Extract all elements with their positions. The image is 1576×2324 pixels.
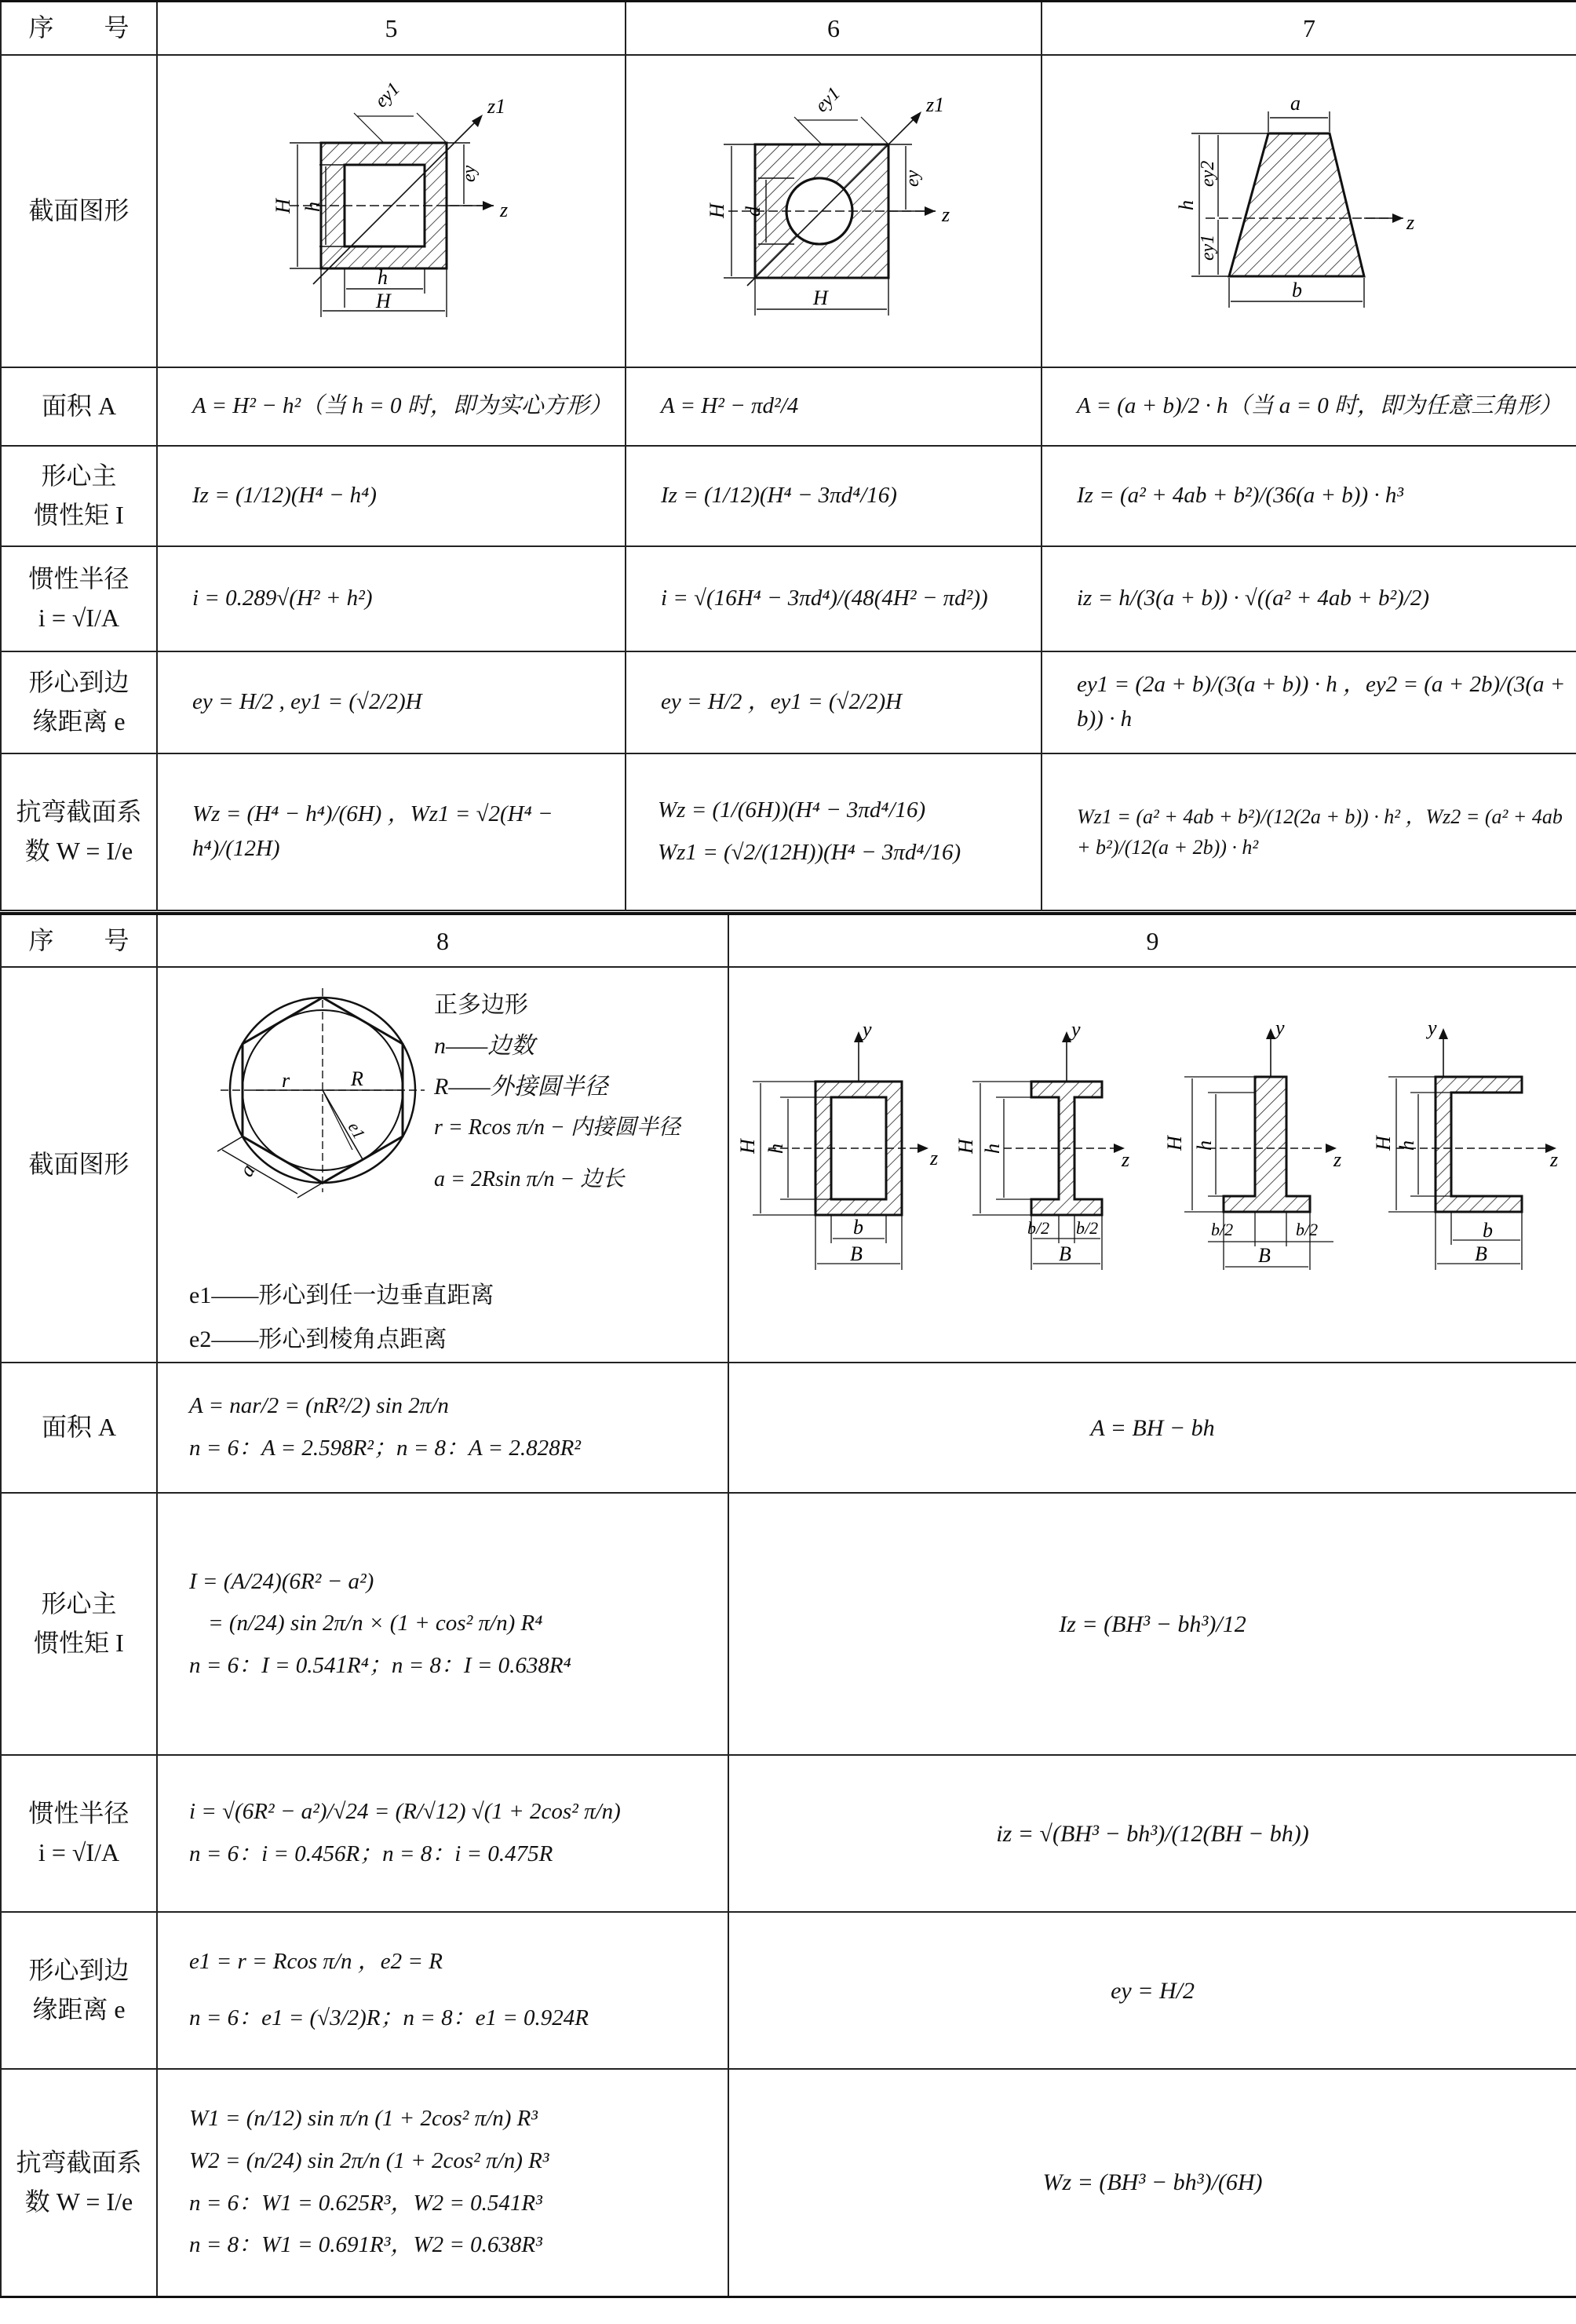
diagram-9-cell	[728, 967, 1576, 1363]
polygon-note-e1: e1——形心到任一边垂直距离	[189, 1282, 494, 1308]
d6-z-label: z	[942, 203, 950, 226]
polygon-legend-line5: a = 2Rsin π/n − 边长	[434, 1167, 625, 1191]
edge-label-line1: 形心到边	[28, 667, 130, 696]
area-label: 面积 A	[1, 367, 157, 446]
inertia-label-2	[1, 1493, 157, 1755]
area-5: A = H² − h²（当 h = 0 时，即为实心方形）	[157, 367, 626, 446]
d8-R-label: R	[351, 1067, 363, 1090]
inertia-8-line2: = (n/24) sin 2π/n × (1 + cos² π/n) R⁴	[208, 1611, 543, 1636]
d9c-y-label: y	[1275, 1016, 1285, 1039]
section-table-bottom	[0, 912, 1576, 2298]
shape-label: 截面图形	[1, 55, 157, 367]
diagram-8-cell	[157, 967, 728, 1363]
modulus-9: Wz = (BH³ − bh³)/(6H)	[728, 2069, 1576, 2297]
inertia-8-line3: n = 6：I = 0.541R⁴；n = 8：I = 0.638R⁴	[189, 1652, 571, 1678]
d9d-B-label: B	[1474, 1242, 1487, 1265]
trapezoid-diagram	[1168, 72, 1450, 339]
radius-row-2	[1, 1755, 1576, 1912]
polygon-legend-line1: 正多边形	[434, 992, 528, 1018]
d9a-B-label: B	[849, 1242, 863, 1265]
polygon-legend	[434, 985, 724, 1200]
d5-H-label: H	[271, 199, 294, 213]
d8-r-label: r	[282, 1069, 290, 1092]
polygon-legend-line2: n——边数	[434, 1033, 535, 1059]
diagram-6-cell	[626, 55, 1042, 367]
modulus-7: Wz1 = (a² + 4ab + b²)/(12(2a + b)) · h² ，Wz2 = (a² + 4ab + b²)/(12(a + 2b)) · h²	[1042, 753, 1576, 910]
d9a-b-label: b	[852, 1215, 863, 1239]
d5-z1-label: z1	[487, 95, 505, 118]
inertia-5: Iz = (1/12)(H⁴ − h⁴)	[157, 446, 626, 546]
d6-ey-label: ey	[903, 170, 923, 187]
edge-row	[1, 651, 1576, 753]
d5-H-bottom-label: H	[375, 290, 391, 312]
area-row	[1, 367, 1576, 446]
polygon-notes	[189, 1274, 707, 1362]
section-table-top	[0, 0, 1576, 911]
radius-7: iz = h/(3(a + b)) · √((a² + 4ab + b²)/2)	[1042, 546, 1576, 651]
seq-8: 8	[157, 914, 728, 967]
d5-h-bottom-label: h	[377, 266, 388, 289]
radius-label-line1: 惯性半径	[28, 564, 130, 593]
d9c-H-label: H	[1162, 1135, 1186, 1151]
radius-8-line2: n = 6：i = 0.456R；n = 8：i = 0.475R	[189, 1841, 553, 1866]
radius-8	[157, 1755, 728, 1912]
radius-6: i = √(16H⁴ − 3πd⁴)/(48(4H² − πd²))	[626, 546, 1042, 651]
d5-ey-label: ey	[458, 165, 480, 182]
inertia-row-2	[1, 1493, 1576, 1755]
modulus-8-line2: W2 = (n/24) sin 2π/n (1 + 2cos² π/n) R³	[189, 2148, 549, 2174]
d9a-z-label: z	[929, 1146, 938, 1169]
edge-9: ey = H/2	[728, 1912, 1576, 2069]
d7-a-label: a	[1290, 92, 1301, 115]
d7-ey2-label: ey2	[1198, 160, 1218, 187]
d7-b-label: b	[1292, 279, 1302, 301]
d9b-H-label: H	[954, 1138, 977, 1154]
polygon-note-e2: e2——形心到棱角点距离	[189, 1326, 447, 1352]
d8-e1-label: e1	[344, 1118, 370, 1143]
inertia-label-2-line1: 形心主	[41, 1589, 117, 1618]
edge-label-2-line1: 形心到边	[28, 1956, 130, 1985]
inertia-8-line1: I = (A/24)(6R² − a²)	[189, 1568, 374, 1594]
d9b-y-label: y	[1071, 1017, 1081, 1041]
d9d-z-label: z	[1549, 1147, 1558, 1171]
edge-label-2	[1, 1912, 157, 2069]
area-row-2	[1, 1363, 1576, 1493]
polygon-legend-line3: R——外接圆半径	[434, 1074, 608, 1100]
d9b-z-label: z	[1121, 1147, 1129, 1171]
d5-h-label: h	[301, 202, 324, 212]
hollow-square-diagram	[250, 72, 533, 339]
modulus-8-line4: n = 8：W1 = 0.691R³，W2 = 0.638R³	[189, 2232, 542, 2258]
radius-label-2-line1: 惯性半径	[28, 1799, 130, 1828]
modulus-5: Wz = (H⁴ − h⁴)/(6H) ，Wz1 = √2(H⁴ − h⁴)/(12H)	[157, 753, 626, 910]
edge-8-line1: e1 = r = Rcos π/n ，e2 = R	[189, 1949, 443, 1975]
d9c-b2-left-label: b/2	[1210, 1219, 1233, 1239]
modulus-8	[157, 2069, 728, 2297]
seq-row-2	[1, 914, 1576, 967]
radius-8-line1: i = √(6R² − a²)/√24 = (R/√12) √(1 + 2cos² π/n)	[189, 1799, 621, 1825]
radius-row	[1, 546, 1576, 651]
inertia-6: Iz = (1/12)(H⁴ − 3πd⁴/16)	[626, 446, 1042, 546]
edge-label-2-line2: 缘距离 e	[32, 1995, 126, 2023]
d6-H-label: H	[706, 203, 728, 218]
area-6: A = H² − πd²/4	[626, 367, 1042, 446]
d7-ey1-label: ey1	[1198, 234, 1218, 261]
seq-6: 6	[626, 2, 1042, 55]
modulus-6	[626, 753, 1042, 910]
modulus-label-line2: 数 W = I/e	[24, 836, 133, 865]
modulus-row-2	[1, 2069, 1576, 2297]
d9a-H-label: H	[736, 1138, 759, 1154]
modulus-label-2	[1, 2069, 157, 2297]
d5-ey1-label: ey1	[370, 78, 404, 112]
inertia-7: Iz = (a² + 4ab + b²)/(36(a + b)) · h³	[1042, 446, 1576, 546]
channel-sections-diagram	[737, 1011, 1569, 1309]
modulus-label-line1: 抗弯截面系	[16, 797, 142, 826]
seq-5: 5	[157, 2, 626, 55]
d6-H-bottom-label: H	[813, 286, 828, 309]
inertia-label	[1, 446, 157, 546]
area-8-line2: n = 6：A = 2.598R²；n = 8：A = 2.828R²	[189, 1436, 581, 1461]
d8-a-label: a	[235, 1160, 260, 1180]
modulus-8-line3: n = 6：W1 = 0.625R³，W2 = 0.541R³	[189, 2190, 542, 2216]
d7-z-label: z	[1406, 211, 1415, 234]
radius-5: i = 0.289√(H² + h²)	[157, 546, 626, 651]
inertia-row	[1, 446, 1576, 546]
edge-5: ey = H/2 , ey1 = (√2/2)H	[157, 651, 626, 753]
inertia-9: Iz = (BH³ − bh³)/12	[728, 1493, 1576, 1755]
edge-label	[1, 651, 157, 753]
area-7: A = (a + b)/2 · h（当 a = 0 时，即为任意三角形）	[1042, 367, 1576, 446]
modulus-8-line1: W1 = (n/12) sin π/n (1 + 2cos² π/n) R³	[189, 2106, 538, 2132]
area-9: A = BH − bh	[728, 1363, 1576, 1493]
d5-z-label: z	[499, 199, 508, 221]
shape-row	[1, 55, 1576, 367]
d9c-z-label: z	[1333, 1147, 1341, 1171]
polygon-legend-line4: r = Rcos π/n − 内接圆半径	[434, 1115, 680, 1140]
edge-label-line2: 缘距离 e	[32, 706, 126, 735]
d9a-y-label: y	[862, 1017, 872, 1041]
modulus-6-line2: Wz1 = (√2/(12H))(H⁴ − 3πd⁴/16)	[658, 839, 961, 865]
d9b-h-label: h	[980, 1143, 1004, 1154]
d9d-h-label: h	[1395, 1140, 1418, 1151]
seq-label: 序 号	[1, 2, 157, 55]
radius-label-line2: i = √I/A	[38, 603, 120, 632]
radius-label-2	[1, 1755, 157, 1912]
square-with-hole-diagram	[692, 72, 975, 339]
d9d-H-label: H	[1371, 1135, 1395, 1151]
d7-h-label: h	[1175, 200, 1198, 210]
modulus-label-2-line1: 抗弯截面系	[16, 2148, 142, 2177]
area-8-line1: A = nar/2 = (nR²/2) sin 2π/n	[189, 1393, 449, 1419]
d9c-h-label: h	[1192, 1140, 1216, 1151]
d9b-b2-left-label: b/2	[1027, 1217, 1049, 1238]
edge-6: ey = H/2 ，ey1 = (√2/2)H	[626, 651, 1042, 753]
area-8	[157, 1363, 728, 1493]
regular-polygon-diagram	[173, 972, 425, 1224]
seq-label-2: 序 号	[1, 914, 157, 967]
d9b-b2-right-label: b/2	[1075, 1217, 1098, 1238]
inertia-label-line2: 惯性矩 I	[34, 500, 124, 529]
d6-d-label: d	[742, 206, 764, 217]
edge-8	[157, 1912, 728, 2069]
diagram-7-cell	[1042, 55, 1576, 367]
seq-9: 9	[728, 914, 1576, 967]
edge-row-2	[1, 1912, 1576, 2069]
inertia-label-line1: 形心主	[41, 461, 117, 490]
modulus-row	[1, 753, 1576, 910]
d9c-b2-right-label: b/2	[1295, 1219, 1318, 1239]
area-label-2: 面积 A	[1, 1363, 157, 1493]
d6-ey1-label: ey1	[811, 83, 845, 117]
diagram-5-cell	[157, 55, 626, 367]
edge-8-line2: n = 6：e1 = (√3/2)R；n = 8：e1 = 0.924R	[189, 2005, 589, 2030]
modulus-6-line1: Wz = (1/(6H))(H⁴ − 3πd⁴/16)	[658, 797, 926, 823]
d9a-h-label: h	[764, 1143, 787, 1154]
seq-7: 7	[1042, 2, 1576, 55]
inertia-8	[157, 1493, 728, 1755]
edge-7: ey1 = (2a + b)/(3(a + b)) · h ，ey2 = (a + 2b)/(3(a + b)) · h	[1042, 651, 1576, 753]
d6-z1-label: z1	[926, 93, 945, 116]
shape-label-2: 截面图形	[1, 967, 157, 1363]
d9b-B-label: B	[1058, 1242, 1071, 1265]
seq-row	[1, 2, 1576, 55]
d9d-b-label: b	[1482, 1218, 1493, 1242]
d9d-y-label: y	[1427, 1016, 1437, 1039]
modulus-label-2-line2: 数 W = I/e	[24, 2187, 133, 2216]
modulus-label	[1, 753, 157, 910]
shape-row-2	[1, 967, 1576, 1363]
radius-label-2-line2: i = √I/A	[38, 1838, 120, 1866]
d9c-B-label: B	[1257, 1243, 1271, 1267]
radius-9: iz = √(BH³ − bh³)/(12(BH − bh))	[728, 1755, 1576, 1912]
radius-label	[1, 546, 157, 651]
inertia-label-2-line2: 惯性矩 I	[34, 1629, 124, 1657]
